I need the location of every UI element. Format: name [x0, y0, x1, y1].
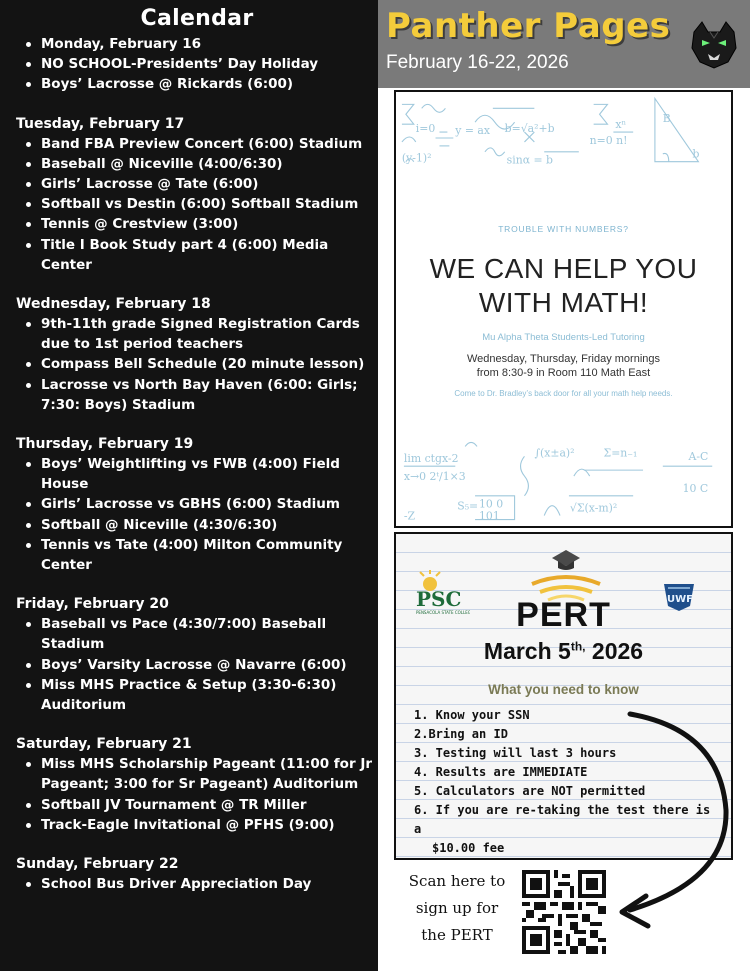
- calendar-item: Boys’ Varsity Lacrosse @ Navarre (6:00): [16, 655, 378, 675]
- day-thursday: [16, 434, 378, 575]
- math-flyer-pretitle: TROUBLE WITH NUMBERS?: [498, 224, 629, 234]
- list-item: 4. Results are IMMEDIATE: [414, 765, 588, 779]
- calendar-item: Band FBA Preview Concert (6:00) Stadium: [16, 134, 378, 154]
- calendar-item: Boys’ Lacrosse @ Rickards (6:00): [16, 74, 378, 94]
- calendar-item: Monday, February 16: [16, 34, 378, 54]
- day-tuesday: [16, 114, 378, 275]
- svg-text:xⁿ: xⁿ: [615, 118, 627, 132]
- psc-logo-text: PSC: [416, 587, 462, 611]
- day-sunday: [16, 854, 378, 894]
- day-title: Tuesday, February 17: [16, 115, 185, 132]
- calendar-item: Miss MHS Practice & Setup (3:30-6:30) Auditorium: [16, 675, 378, 715]
- svg-text:n=0 n!: n=0 n!: [589, 133, 628, 147]
- scan-line3: the PERT: [421, 926, 493, 944]
- svg-text:10 0: 10 0: [479, 497, 504, 511]
- calendar-item: Tennis vs Tate (4:00) Milton Community Center: [16, 535, 378, 575]
- math-headline-line2: WITH MATH!: [478, 287, 649, 318]
- pert-date-prefix: March 5: [483, 638, 571, 664]
- psc-logo-sub: PENSACOLA STATE COLLEGE: [416, 610, 470, 615]
- svg-text:b=√a²+b: b=√a²+b: [504, 122, 555, 136]
- panther-logo-icon: [688, 18, 740, 70]
- svg-text:-Z: -Z: [403, 509, 416, 523]
- pert-title: PERT: [516, 596, 611, 634]
- day-title: Saturday, February 21: [16, 736, 192, 753]
- math-flyer-schedule: [396, 352, 731, 380]
- day-monday: [16, 34, 378, 95]
- list-item: 5. Calculators are NOT permitted: [414, 784, 646, 798]
- day-title: Wednesday, February 18: [16, 296, 211, 313]
- math-schedule-line1: Wednesday, Thursday, Friday mornings: [467, 353, 660, 365]
- svg-text:10 C: 10 C: [682, 481, 709, 495]
- svg-text:Σ=n₋₁: Σ=n₋₁: [603, 446, 638, 460]
- newsletter-dates: February 16-22, 2026: [386, 52, 569, 73]
- calendar-item: School Bus Driver Appreciation Day: [16, 874, 378, 894]
- list-item: 2.Bring an ID: [414, 727, 508, 741]
- math-flyer-location: Come to Dr. Bradley’s back door for all your math help needs.: [454, 389, 673, 398]
- calendar-item: Softball JV Tournament @ TR Miller: [16, 795, 378, 815]
- svg-text:√Σ(x-m)²: √Σ(x-m)²: [569, 501, 618, 515]
- math-formulas-decoration: [396, 92, 731, 182]
- day-wednesday: [16, 294, 378, 415]
- math-flyer-org: Mu Alpha Theta Students-Led Tutoring: [482, 332, 645, 343]
- calendar-item: Lacrosse vs North Bay Haven (6:00: Girls; 7:30: Boys) Stadium: [16, 375, 378, 415]
- day-title: Friday, February 20: [16, 596, 169, 613]
- math-flyer-headline: [396, 252, 731, 320]
- pert-date: [396, 638, 731, 665]
- list-item: 1. Know your SSN: [414, 708, 530, 722]
- calendar-item: Compass Bell Schedule (20 minute lesson): [16, 354, 378, 374]
- calendar-item: Miss MHS Scholarship Pageant (11:00 for Jr Pageant; 3:00 for Sr Pageant) Auditorium: [16, 754, 378, 794]
- svg-text:S₅=: S₅=: [457, 499, 479, 513]
- calendar-item: Softball @ Niceville (4:30/6:30): [16, 515, 378, 535]
- svg-text:lim ctgx-2: lim ctgx-2: [403, 452, 459, 466]
- list-item: $10.00 fee: [432, 841, 505, 855]
- day-title: Thursday, February 19: [16, 436, 194, 453]
- pert-need-heading: What you need to know: [488, 682, 639, 697]
- calendar-item: Tennis @ Crestview (3:00): [16, 214, 378, 234]
- day-saturday: [16, 734, 378, 835]
- graduation-cap-icon: [526, 544, 606, 602]
- day-friday: [16, 594, 378, 715]
- calendar-item: NO SCHOOL-Presidents’ Day Holiday: [16, 54, 378, 74]
- svg-text:∫(x±a)²: ∫(x±a)²: [534, 446, 575, 460]
- svg-text:sinα = b: sinα = b: [506, 153, 554, 167]
- day-title: Sunday, February 22: [16, 856, 179, 873]
- pert-date-sup: th,: [570, 639, 586, 654]
- list-item: 6. If you are re-taking the test there is a: [414, 803, 711, 836]
- scan-instructions: [398, 868, 516, 949]
- scan-line2: sign up for: [415, 899, 499, 917]
- calendar-item: Title I Book Study part 4 (6:00) Media Center: [16, 235, 378, 275]
- qr-code-icon[interactable]: [522, 870, 606, 954]
- math-formulas-decoration: [396, 436, 731, 526]
- math-headline-line1: WE CAN HELP YOU: [429, 253, 698, 284]
- svg-text:x→0 2ᵗ/1×3: x→0 2ᵗ/1×3: [403, 470, 466, 484]
- uwf-logo-text: UWF: [667, 594, 693, 605]
- calendar-item: Softball vs Destin (6:00) Softball Stadium: [16, 194, 378, 214]
- svg-text:B: B: [662, 112, 671, 126]
- newsletter-title: Panther Pages: [386, 6, 671, 46]
- calendar-item: Track-Eagle Invitational @ PFHS (9:00): [16, 815, 378, 835]
- math-tutoring-flyer: [394, 90, 733, 528]
- calendar-item: Girls’ Lacrosse vs GBHS (6:00) Stadium: [16, 494, 378, 514]
- svg-text:y = ax: y = ax: [455, 124, 491, 138]
- svg-text:A-C: A-C: [688, 450, 709, 464]
- calendar-title: Calendar: [140, 6, 254, 31]
- svg-text:101: 101: [479, 509, 500, 523]
- calendar-item: Boys’ Weightlifting vs FWB (4:00) Field House: [16, 454, 378, 494]
- calendar-item: Baseball vs Pace (4:30/7:00) Baseball Stadium: [16, 614, 378, 654]
- scan-line1: Scan here to: [408, 872, 506, 890]
- svg-text:(y-1)²: (y-1)²: [401, 151, 432, 165]
- calendar-item: Girls’ Lacrosse @ Tate (6:00): [16, 174, 378, 194]
- math-schedule-line2: from 8:30-9 in Room 110 Math East: [476, 367, 651, 379]
- list-item: 3. Testing will last 3 hours: [414, 746, 617, 760]
- pert-date-suffix: 2026: [585, 638, 644, 664]
- calendar-item: Baseball @ Niceville (4:00/6:30): [16, 154, 378, 174]
- svg-text:b: b: [692, 147, 700, 161]
- svg-text:i=0: i=0: [415, 122, 436, 136]
- newsletter-header: [378, 0, 750, 88]
- calendar-item: 9th-11th grade Signed Registration Cards due to 1st period teachers: [16, 314, 378, 354]
